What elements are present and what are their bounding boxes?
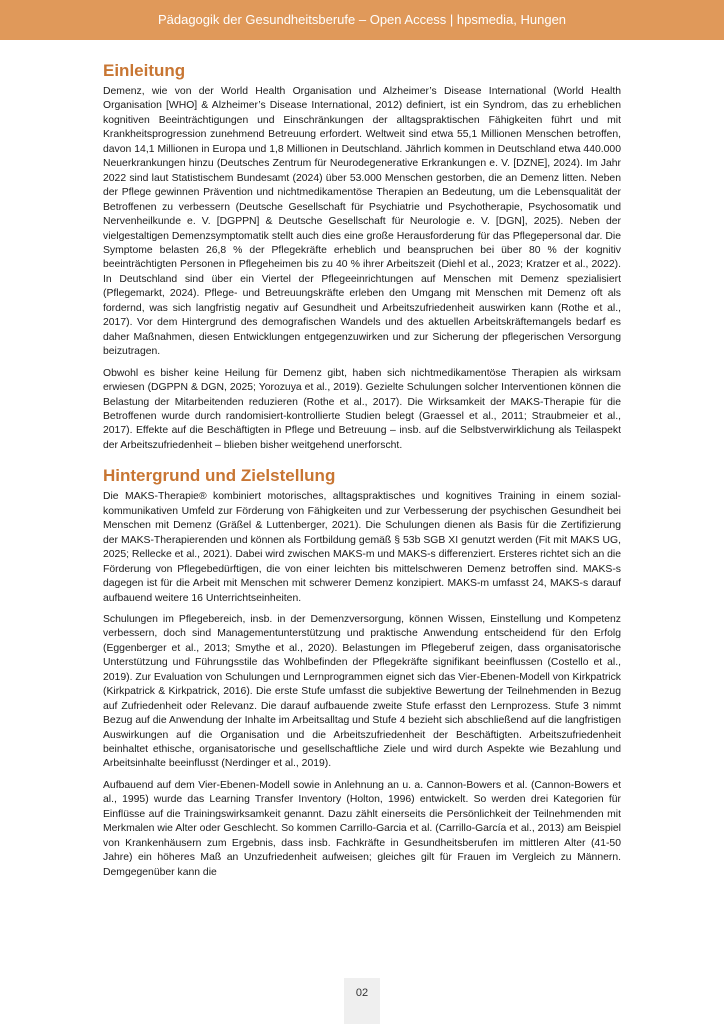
paragraph: Aufbauend auf dem Vier-Ebenen-Modell sowie in Anlehnung an u. a. Cannon-Bowers et al. (Cannon-Bowers et al., 1995) wurde das Learning Transfer Inventory (Holton, 1996) entwickelt. So werden drei Kategorien für Einflüsse auf die Trainingswirksamkeit genannt. Dazu zählt einerseits die Persönlichkeit der Teilnehmenden mit Merkmalen wie Alter oder Geschlecht. So kommen Carrillo-Garcia et al. (Carrillo-García et al., 2013) am Beispiel von Krankenhäusern zum Ergebnis, dass insb. Fachkräfte in Gesundheitsberufen im mittleren Alter (41-50 Jahre) ein höheres Maß an Unzufriedenheit aufweisen; gleiches gilt für Frauen im Vergleich zu Männern. Demgegenüber kann die (103, 779, 621, 878)
section-hintergrund (103, 465, 621, 880)
section-einleitung (103, 60, 621, 453)
article-body (103, 60, 621, 887)
header-title: Pädagogik der Gesundheitsberufe – Open Access | hpsmedia, Hungen (157, 12, 567, 27)
section-heading: Einleitung (103, 61, 186, 80)
paragraph: Die MAKS-Therapie® kombiniert motorisches, alltagspraktisches und kognitives Training in einem sozial-kommunikativen Umfeld zur Förderung von Fähigkeiten und zur Verbesserung der psychischen Gesundheit bei Menschen mit Demenz (Gräßel & Luttenberger, 2021). Die Schulungen dienen als Basis für die Zertifizierung der MAKS-Therapierenden und können als Fortbildung gemäß § 53b SGB XI genutzt werden (Fit mit MAKS UG, 2025; Rellecke et al., 2021). Dabei wird zwischen MAKS-m und MAKS-s differenziert. Ersteres richtet sich an die Förderung von Pflegebedürftigen, die von einer leichten bis mittelschweren Demenz betroffen sind. MAKS-s dagegen ist für die Arbeit mit Menschen mit schwerer Demenz konzipiert. MAKS-m umfasst 24, MAKS-s darauf aufbauend weitere 16 Unterrichtseinheiten. (103, 491, 621, 604)
page-number (344, 978, 380, 1024)
paragraph: Obwohl es bisher keine Heilung für Demenz gibt, haben sich nichtmedikamentöse Therapien als wirksam erwiesen (DGPPN & DGN, 2025; Yorozuya et al., 2019). Gezielte Schulungen solcher Interventionen können die Belastung der Mitarbeitenden reduzieren (Rothe et al., 2017). Die Wirksamkeit der MAKS-Therapie für die Betroffenen wurde durch randomisiert-kontrollierte Studien belegt (Graessel et al., 2011; Straubmeier et al., 2017). Effekte auf die Beschäftigten in Pflege und Betreuung – insb. auf die Selbstverwirklichung als Teilaspekt der Arbeitszufriedenheit – blieben bisher weitgehend unerforscht. (103, 367, 621, 451)
section-heading: Hintergrund und Zielstellung (103, 466, 336, 486)
paragraph: Demenz, wie von der World Health Organisation und Alzheimer’s Disease International (World Health Organisation [WHO] & Alzheimer’s Disease International, 2012) definiert, ist ein Syndrom, das zu erheblichen kognitiven Beeinträchtigungen und Einschränkungen der alltagspraktischen Fähigkeiten führt und mit Krankheitsprogression zunehmend Betreuung erfordert. Weltweit sind etwa 55,1 Millionen Menschen betroffen, davon 14,1 Millionen in Europa und 1,8 Millionen in Deutschland. Jährlich kommen in Deutschland etwa 440.000 Neuerkrankungen hinzu (Deutsches Zentrum für Neurodegenerative Erkrankungen e. V. [DZNE], 2024). Im Jahr 2022 sind laut Statistischem Bundesamt (2024) über 53.000 Menschen gestorben, die an Demenz litten. Neben der Pflege gewinnen Prävention und nichtmedikamentöse Therapien an Bedeutung, um die Lebensqualität der Betroffenen zu verbessern (Deutsche Gesellschaft für Psychiatrie und Psychotherapie, Psychosomatik und Nervenheilkunde e. V. [DGPPN] & Deutsche Gesellschaft für Neurologie e. V. [DGN], 2025). Neben der vielgestaltigen Demenzsymptomatik stellt auch dies eine große Herausforderung für das Pflegepersonal dar. Die Symptome belasten 26,8 % der Pflegekräfte erheblich und beanspruchen bei über 80 % der kognitiv beeinträchtigten Personen in Pflegeheimen bis zu 40 % ihrer Arbeitszeit (Diehl et al., 2023; Kratzer et al., 2022). In Deutschland sind über ein Viertel der Pflegeeinrichtungen auf Menschen mit Demenz spezialisiert (Pflegemarkt, 2024). Pflege- und Betreuungskräfte erleben den Umgang mit Menschen mit Demenz oft als fordernd, was sich langfristig negativ auf Gesundheit und Arbeitszufriedenheit auswirken kann (Rothe et al., 2017). Vor dem Hintergrund des demografischen Wandels und des aktuellen Arbeitskräftemangels bedarf es daher Maßnahmen, diesen Entwicklungen entgegenzuwirken und zur Sicherung der pflegerischen Versorgung beizutragen. (103, 86, 621, 358)
page-header (0, 0, 724, 40)
page-number-label: 02 (355, 987, 369, 999)
paragraph: Schulungen im Pflegebereich, insb. in der Demenzversorgung, können Wissen, Einstellung und Kompetenz verbessern, doch sind Managementunterstützung und praktische Anwendung entscheidend für den Erfolg (Eggenberger et al., 2013; Smythe et al., 2020). Belastungen im Pflegeberuf zeigen, dass organisatorische Unterstützung und Führungsstile das Wohlbefinden der Pflegekräfte signifikant beeinflussen (Costello et al., 2019). Zur Evaluation von Schulungen und Lernprogrammen eignet sich das Vier-Ebenen-Modell von Kirkpatrick (Kirkpatrick & Kirkpatrick, 2016). Die erste Stufe umfasst die subjektive Bewertung der Teilnehmenden in Bezug auf Zufriedenheit oder Relevanz. Die darauf aufbauende zweite Stufe erfasst den Lernprozess. Stufe 3 nimmt Bezug auf die Anwendung der Inhalte im Arbeitsalltag und Stufe 4 bezieht sich abschließend auf die langfristigen Auswirkungen auf die Organisation und die Arbeitszufriedenheit der Beschäftigten. Arbeitszufriedenheit beinhaltet ethische, organisatorische und gesellschaftliche Ziele und wird durch Aspekte wie Bezahlung und Arbeitsinhalte beeinflusst (Nerdinger et al., 2019). (103, 613, 621, 770)
